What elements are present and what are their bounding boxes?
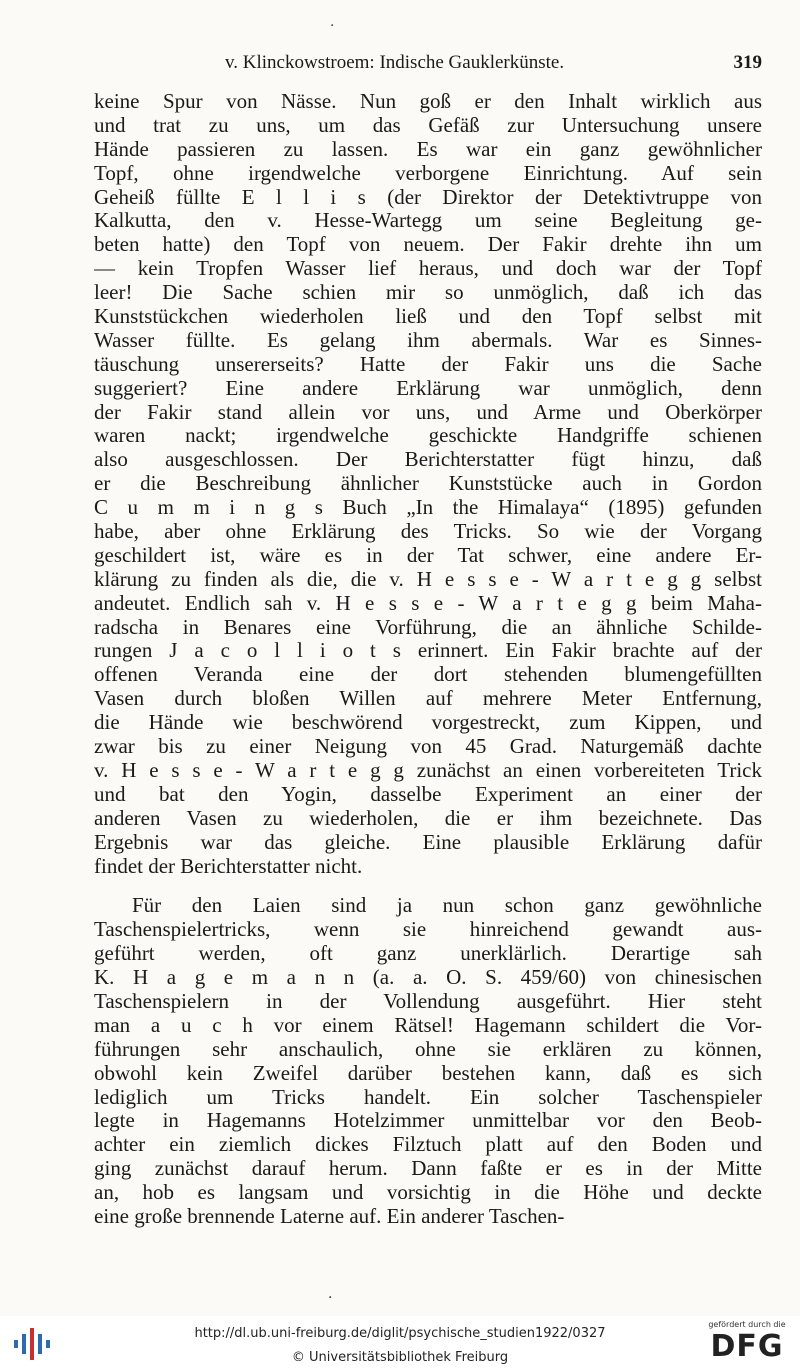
body-text [94, 90, 762, 1229]
text-line: Geheiß füllte E l l i s (der Direktor der Detektivtruppe von [94, 185, 762, 209]
text-line: keine Spur von Nässe. Nun goß er den Inhalt wirklich aus [94, 90, 762, 113]
text-line: Für den Laien sind ja nun schon ganz gewöhnliche [132, 894, 762, 918]
text-line: radscha in Benares eine Vorführung, die an ähnliche Schilde- [94, 615, 762, 639]
text-line: die Hände wie beschwörend vorgestreckt, zum Kippen, und [94, 711, 762, 735]
text-line: andeutet. Endlich sah v. H e s s e - W a r t e g g beim Maha- [94, 591, 762, 615]
text-line: rungen J a c o l l i o t s erinnert. Ein Fakir brachte auf der [94, 639, 762, 663]
text-line: klärung zu finden als die, die v. H e s s e - W a r t e g g selbst [94, 567, 762, 591]
text-line: beten hatte) den Topf von neuem. Der Fakir drehte ihn um [94, 233, 762, 257]
text-line: waren nackt; irgendwelche geschickte Handgriffe schienen [94, 424, 762, 448]
text-line: und bat den Yogin, dasselbe Experiment an einer der [94, 782, 762, 806]
text-line: K. H a g e m a n n (a. a. O. S. 459/60) von chinesischen [94, 966, 762, 990]
text-line: Kalkutta, den v. Hesse-Wartegg um seine Begleitung ge- [94, 209, 762, 233]
text-line: man a u c h vor einem Rätsel! Hagemann schildert die Vor- [94, 1013, 762, 1037]
dfg-logo [702, 1320, 792, 1370]
copyright-notice: © Universitätsbibliothek Freiburg [291, 1350, 509, 1365]
text-line: habe, aber ohne Erklärung des Tricks. So wie der Vorgang [94, 520, 762, 544]
text-line: der Fakir stand allein vor uns, und Arme und Oberkörper [94, 400, 762, 424]
text-line: Wasser füllte. Es gelang ihm abermals. War es Sinnes- [94, 328, 762, 352]
footer-bar [0, 1316, 800, 1372]
text-line: Taschenspielertricks, wenn sie hinreichend gewandt aus- [94, 918, 762, 942]
page-mark: · [330, 18, 335, 34]
text-line: anderen Vasen zu wiederholen, die er ihm bezeichnete. Das [94, 806, 762, 830]
dfg-caption: gefördert durch die [708, 1320, 786, 1329]
text-line: eine große brennende Laterne auf. Ein anderer Taschen- [94, 1204, 565, 1228]
text-line: C u m m i n g s Buch „In the Himalaya“ (1895) gefunden [94, 496, 762, 520]
text-line: Hände passieren zu lassen. Es war ein ganz gewöhnlicher [94, 137, 762, 161]
source-url[interactable]: http://dl.ub.uni-freiburg.de/diglit/psychische_studien1922/0327 [194, 1326, 606, 1341]
text-line: Ergebnis war das gleiche. Eine plausible Erklärung dafür [94, 830, 762, 854]
text-line: führungen sehr anschaulich, ohne sie erklären zu können, [94, 1037, 762, 1061]
running-title: v. Klinckowstroem: Indische Gauklerkünste. [225, 52, 565, 73]
text-line: legte in Hagemanns Hotelzimmer unmittelbar vor den Beob- [94, 1109, 762, 1133]
text-line: geführt werden, oft ganz unerklärlich. Derartige sah [94, 942, 762, 966]
text-line: leer! Die Sache schien mir so unmöglich, daß ich das [94, 281, 762, 305]
text-line: — kein Tropfen Wasser lief heraus, und doch war der Topf [94, 257, 762, 281]
text-line: zwar bis zu einer Neigung von 45 Grad. Naturgemäß dachte [94, 735, 762, 759]
text-line: Kunststückchen wiederholen ließ und den Topf selbst mit [94, 305, 762, 329]
page-number: 319 [733, 52, 762, 73]
text-line: Topf, ohne irgendwelche verborgene Einrichtung. Auf sein [94, 161, 762, 185]
text-line: an, hob es langsam und vorsichtig in die Höhe und deckte [94, 1181, 762, 1205]
text-line: suggeriert? Eine andere Erklärung war unmöglich, denn [94, 376, 762, 400]
paragraph-1 [94, 90, 762, 878]
text-line: ging zunächst darauf herum. Dann faßte er es in der Mitte [94, 1157, 762, 1181]
dfg-logo-text: DFG [710, 1329, 784, 1364]
text-line: und trat zu uns, um das Gefäß zur Untersuchung unsere [94, 113, 762, 137]
text-line: v. H e s s e - W a r t e g g zunächst an einen vorbereiteten Trick [94, 758, 762, 782]
text-line: Vasen durch bloßen Willen auf mehrere Meter Entfernung, [94, 687, 762, 711]
text-line: er die Beschreibung ähnlicher Kunststücke auch in Gordon [94, 472, 762, 496]
page-mark-bottom: · [328, 1290, 333, 1306]
text-line: also ausgeschlossen. Der Berichterstatter fügt hinzu, daß [94, 448, 762, 472]
text-line: lediglich um Tricks handelt. Ein solcher Taschenspieler [94, 1085, 762, 1109]
text-line: achter ein ziemlich dickes Filztuch platt auf den Boden und [94, 1133, 762, 1157]
text-line: findet der Berichterstatter nicht. [94, 854, 363, 878]
paragraph-2 [94, 894, 762, 1228]
text-line: offenen Veranda eine der dort stehenden blumengefüllten [94, 663, 762, 687]
text-line: geschildert ist, wäre es in der Tat schwer, eine andere Er- [94, 543, 762, 567]
text-line: Taschenspielern in der Vollendung ausgeführt. Hier steht [94, 989, 762, 1013]
text-line: obwohl kein Zweifel darüber bestehen kann, daß es sich [94, 1061, 762, 1085]
text-line: täuschung unsererseits? Hatte der Fakir uns die Sache [94, 352, 762, 376]
